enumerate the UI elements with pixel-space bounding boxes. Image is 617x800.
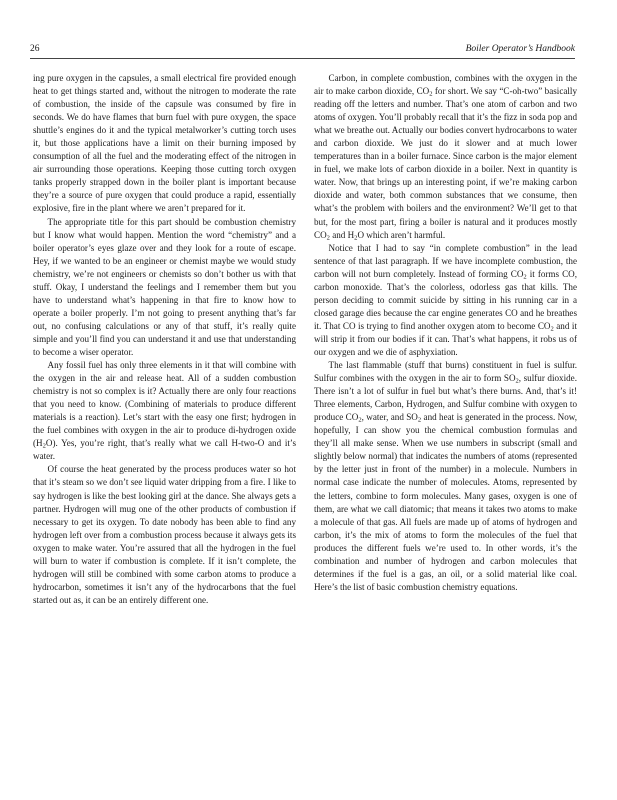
text-run: Any fossil fuel has only three elements in it that will combine with the oxygen in the air and release heat. All of a sudden combustion chemistry is not so complex is it? Actually there are only four reactions that you need to know. (Combining of materials to produce different materials is a reaction). Let’s start with the easy one first; hydrogen in the fuel combines with oxygen in the air to produce di-hydrogen oxide (H [33, 360, 296, 449]
left-column [33, 72, 296, 607]
paragraph [314, 359, 577, 594]
subscript: 2 [326, 234, 330, 242]
text-run: O). Yes, you’re right, that’s really what we call H-two-O and it’s water. [33, 438, 296, 462]
subscript: 2 [42, 442, 46, 450]
text-run: Notice that I had to say “in complete combustion” in the lead sentence of that last paragraph. If we have incomplete combustion, the carbon will not burn completely. Instead of forming CO [314, 242, 577, 279]
paragraph [314, 242, 577, 359]
subscript: 2 [523, 273, 527, 281]
subscript: 2 [358, 416, 362, 424]
book-title: Boiler Operator’s Handbook [465, 44, 575, 54]
running-header [30, 44, 575, 59]
paragraph [314, 72, 577, 242]
text-run: it forms CO, carbon monoxide. That’s the colorless, odorless gas that kills. The person deciding to commit suicide by sitting in his running car in a closed garage dies because the car engine generates CO and he breathes it. That CO is trying to find another oxygen atom to become CO [314, 268, 578, 331]
text-run: , water, and SO [361, 412, 418, 423]
paragraph: Of course the heat generated by the process produces water so hot that it’s steam so we don’t see liquid water dripping from a fire. I like to say hydrogen is like the best looking girl at the dance. She always gets a partner. Hydrogen will mug one of the other products of combustion if necessary to get its oxygen. To date nobody has been able to find any hydrogen left over from a combustion process because it always gets its oxygen to make water. You’re assured that all the hydrogen in the fuel will burn to water if combustion is complete. If it isn’t complete, the hydrogen will still be combined with some carbon atoms to produce a hydrocarbon, sometimes it isn’t any of the hydrocarbons that the fuel started out as, it can be an entirely different one. [33, 464, 296, 605]
page-number: 26 [30, 44, 40, 54]
text-run: and it will strip it from our bodies if it can. That’s what happens, it robs us of our oxygen and we die of asphyxiation. [314, 320, 577, 357]
text-run: and heat is generated in the process. Now, hopefully, I can show you the chemical combustion formulas and they’ll all make sense. When we use numbers in subscript (small and slightly below normal) that indicates the numbers of atoms (represented by the letter just in front of the number) in a molecule. Numbers in normal case indicate the number of molecules. Atoms, represented by the letters, combine to form molecules. Many gases, oxygen is one of them, are what we call diatomic; that means it takes two atoms to make a molecule of that gas. All fuels are made up of atoms of hydrogen and carbon, it’s the mix of atoms to form the molecules of the fuel that produces the different fuels we’re used to. In other words, it’s the combination and number of hydrogen and carbon molecules that determines if the fuel is a gas, an oil, or a solid material like coal. Here’s the list of basic combustion chemistry equations. [314, 412, 577, 592]
subscript: 2 [354, 234, 358, 242]
subscript: 2 [429, 90, 433, 98]
text-run: and H [329, 229, 355, 240]
subscript: 2 [417, 416, 422, 424]
text-run: O which aren’t harmful. [357, 229, 446, 240]
text-run: Carbon, in complete combustion, combines with the oxygen in the air to make carbon dioxide, CO [314, 73, 577, 97]
text-run: , sulfur dioxide. There isn’t a lot of sulfur in fuel but what’s there burns. And, that’s it! Three elements, Carbon, Hydrogen, and Sulfur combine with oxygen to produce CO [314, 373, 577, 423]
right-column [314, 72, 577, 594]
subscript: 2 [515, 377, 519, 385]
paragraph: The appropriate title for this part should be combustion chemistry but I know what would happen. Mention the word “chemistry” and a boiler operator’s eyes glaze over and they look for a route of escape. Hey, if we wanted to be an engineer or chemist maybe we would study chemistry, we’re not engineers or chemists so don’t bother us with that stuff. Okay, I understand the feelings and I remember them but you have to understand what’s happening in that fire to know how to operate a boiler properly. I’m not going to present anything that’s far out, no confusing calculations or any of that stuff, it’s really quite simple and you’ll find you can understand it and use that understanding to become a wiser operator. [33, 216, 296, 357]
text-run: The last flammable (stuff that burns) constituent in fuel is sulfur. Sulfur combines with the oxygen in the air to form SO [314, 360, 577, 384]
text-run: for short. We say “C-oh-two” basically reading off the letters and number. That’s one atom of carbon and two atoms of oxygen. You’ll probably recall that it’s the fizz in soda pop and what we breathe out. Actually our bodies convert hydrocarbons to water and carbon dioxide. We just do it slower and at much lower temperatures than in a boiler furnace. Since carbon is the major element in fuel, we make lots of carbon dioxide in a boiler. Next in quantity is water. Now, that brings up an interesting point, if we’re making carbon dioxide and water, both common substances that we consume, then what’s the problem with boilers and the environment? We’ll get to that but, for the most part, firing a boiler is natural and it produces mostly CO [314, 86, 577, 240]
subscript: 2 [550, 325, 554, 333]
paragraph: ing pure oxygen in the capsules, a small electrical fire provided enough heat to get things started and, without the nitrogen to moderate the rate of combustion, the inside of the capsule was consumed by fire in seconds. We do have flames that burn fuel with pure oxygen, the space shuttle’s engines do it and the typical metalworker’s cutting torch uses it, but those applications have a limit on their burning imposed by consumption of all the fuel and the moderating effect of the nitrogen in air surrounding those operations. Keeping those cutting torch oxygen tanks properly strapped down in the boiler plant is important because they’re a source of pure oxygen that could produce a rapid, essentially explosive, fire in the plant where we aren’t prepared for it. [33, 73, 296, 214]
paragraph [33, 359, 296, 463]
